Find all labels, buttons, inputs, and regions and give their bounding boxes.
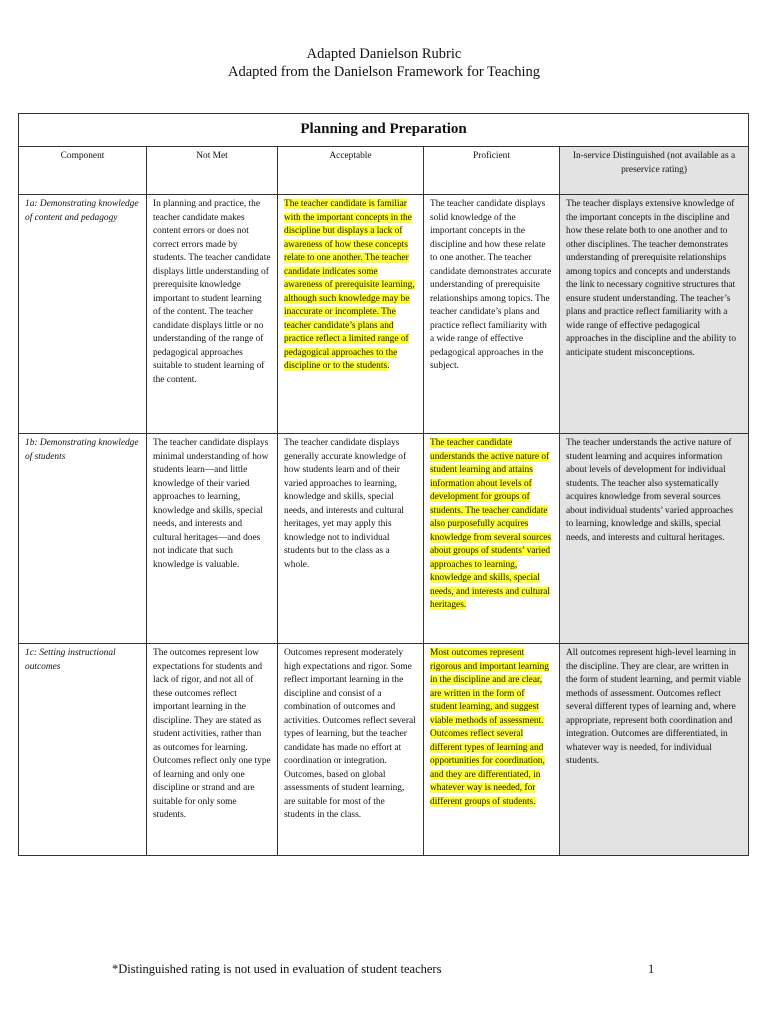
not-met-cell: The teacher candidate displays minimal understanding of how students learn—and little knowledge of their varied approaches to learning, knowledge and skills, special needs, and interests and cultural heritages—and does not indicate that such knowledge is valuable. — [147, 434, 278, 644]
page-title: Adapted Danielson Rubric — [306, 46, 462, 62]
column-header-acceptable: Acceptable — [278, 147, 424, 195]
section-title: Planning and Preparation — [19, 114, 749, 147]
proficient-cell: The teacher candidate displays solid knowledge of the important concepts in the discipline and how these relate to one another. The teacher candidate demonstrates accurate understanding of prerequisite relationships among topics. The teacher candidate’s plans and practice reflect familiarity with a wide range of effective pedagogical approaches in the subject. — [424, 195, 560, 434]
highlighted-text: The teacher candidate understands the active nature of student learning and attains information about levels of development for groups of students. The teacher candidate also purposefully acquires knowledge from several sources about groups of students’ varied approaches to learning, knowledge and skills, special needs, and interests and cultural heritages. — [430, 438, 552, 610]
distinguished-cell: The teacher displays extensive knowledge of the important concepts in the discipline and how these relate both to one another and to other disciplines. The teacher demonstrates understanding of prerequisite relationships among topics and concepts and understands the link to necessary cognitive structures that ensure student understanding. The teacher’s plans and practice reflect familiarity with a wide range of effective pedagogical approaches in the discipline and the ability to anticipate student misconceptions. — [560, 195, 749, 434]
footer-note: *Distinguished rating is not used in evaluation of student teachers — [112, 962, 442, 976]
rubric-table — [18, 113, 749, 856]
not-met-cell: In planning and practice, the teacher candidate makes content errors or does not correct errors made by students. The teacher candidate displays little understanding of prerequisite knowledge important to student learning of the content. The teacher candidate displays little or no understanding of the range of pedagogical approaches suitable to student learning of the content. — [147, 195, 278, 434]
highlighted-text: The teacher candidate is familiar with the important concepts in the discipline but displays a lack of awareness of how these concepts relate to one another. The teacher candidate indicates some awareness of prerequisite learning, although such knowledge may be inaccurate or incomplete. The teacher candidate’s plans and practice reflect a limited range of pedagogical approaches to the discipline or to the students. — [284, 199, 415, 371]
acceptable-cell — [278, 195, 424, 434]
acceptable-cell: The teacher candidate displays generally accurate knowledge of how students learn and of their varied approaches to learning, knowledge and skills, special needs, and interests and cultural heritages, yet may apply this knowledge not to individual students but to the class as a whole. — [278, 434, 424, 644]
not-met-cell: The outcomes represent low expectations for students and lack of rigor, and not all of these outcomes reflect important learning in the discipline. They are stated as student activities, rather than as outcomes for learning. Outcomes reflect only one type of learning and only one discipline or strand and are suitable for only some students. — [147, 644, 278, 856]
table-row — [19, 195, 749, 434]
column-header-proficient: Proficient — [424, 147, 560, 195]
column-header-distinguished: In-service Distinguished (not available as a preservice rating) — [560, 147, 749, 195]
proficient-cell — [424, 644, 560, 856]
proficient-cell — [424, 434, 560, 644]
table-row — [19, 644, 749, 856]
acceptable-cell: Outcomes represent moderately high expectations and rigor. Some reflect important learning in the discipline and consist of a combination of outcomes and activities. Outcomes reflect several types of learning, but the teacher candidate has made no effort at coordination or integration. Outcomes, based on global assessments of student learning, are suitable for most of the students in the class. — [278, 644, 424, 856]
column-header-not-met: Not Met — [147, 147, 278, 195]
highlighted-text: Most outcomes represent rigorous and important learning in the discipline and are clear, are written in the form of student learning, and suggest viable methods of assessment. Outcomes reflect several different types of learning and opportunities for coordination, and they are differentiated, in whatever way is needed, for different groups of students. — [430, 648, 549, 807]
page-number: 1 — [648, 962, 655, 976]
distinguished-cell: The teacher understands the active nature of student learning and acquires information about levels of development for individual students. The teacher also systematically acquires knowledge from several sources about individual students’ varied approaches to learning, knowledge and skills, special needs, and interests and cultural heritages. — [560, 434, 749, 644]
section-title-row — [19, 114, 749, 147]
component-cell: 1b: Demonstrating knowledge of students — [19, 434, 147, 644]
column-header-row — [19, 147, 749, 195]
distinguished-cell: All outcomes represent high-level learning in the discipline. They are clear, are written in the form of student learning, and permit viable methods of assessment. Outcomes reflect several different types of learning and, where appropriate, represent both coordination and integration. Outcomes are differentiated, in whatever way is needed, for individual students. — [560, 644, 749, 856]
table-row — [19, 434, 749, 644]
component-cell: 1c: Setting instructional outcomes — [19, 644, 147, 856]
page-subtitle: Adapted from the Danielson Framework for Teaching — [228, 64, 540, 80]
column-header-component: Component — [19, 147, 147, 195]
component-cell: 1a: Demonstrating knowledge of content and pedagogy — [19, 195, 147, 434]
